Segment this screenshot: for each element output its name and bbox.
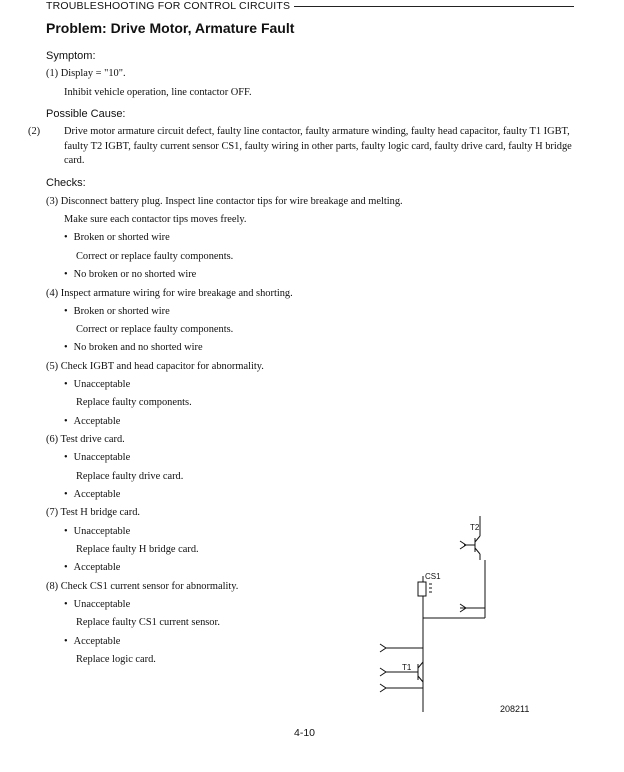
check-4-bullet-1: • Broken or shorted wire — [64, 306, 170, 317]
check-6-bullet-1: • Unacceptable — [64, 452, 130, 463]
check-5-result-1: Replace faulty components. — [76, 397, 192, 408]
t2-label: T2 — [470, 523, 480, 532]
check-6-num: (6) — [46, 434, 59, 445]
t2-emitter-lead — [475, 548, 480, 554]
check-5-bullet-1: • Unacceptable — [64, 379, 130, 390]
check-8-bullet-1: • Unacceptable — [64, 599, 130, 610]
check-5-text-1: Check IGBT and head capacitor for abnormality. — [60, 361, 264, 372]
checks-label: Checks: — [46, 177, 86, 189]
check-6-bullet-2: • Acceptable — [64, 489, 120, 500]
check-7-line-1 — [46, 507, 140, 518]
check-6-text-1: Test drive card. — [60, 434, 125, 445]
t1-label: T1 — [402, 663, 412, 672]
check-5-num: (5) — [46, 361, 59, 372]
check-3-line-1 — [46, 196, 403, 207]
header-rule — [294, 6, 574, 7]
left-input-arrow-3 — [380, 684, 386, 692]
check-8-num: (8) — [46, 581, 59, 592]
t2-collector-lead — [475, 536, 480, 542]
check-4-text-1: Inspect armature wiring for wire breakage and shorting. — [60, 288, 293, 299]
check-8-text-1: Check CS1 current sensor for abnormality. — [60, 581, 239, 592]
t2-gate-arrow — [460, 541, 466, 549]
cause-paragraph — [28, 125, 588, 169]
page-title: Problem: Drive Motor, Armature Fault — [46, 20, 295, 36]
symptom-line-1 — [46, 68, 126, 79]
t1-gate-arrow — [380, 668, 386, 676]
check-3-bullet-1: • Broken or shorted wire — [64, 232, 170, 243]
check-6-result-1: Replace faulty drive card. — [76, 471, 184, 482]
check-5-line-1 — [46, 361, 264, 372]
check-3-line-2: Make sure each contactor tips moves freely. — [64, 214, 247, 225]
page-number: 4-10 — [294, 727, 316, 739]
symptom-label: Symptom: — [46, 50, 96, 62]
check-4-num: (4) — [46, 288, 59, 299]
check-7-text-1: Test H bridge card. — [60, 507, 141, 518]
cs1-sensor-body — [418, 582, 426, 596]
check-8-bullet-2: • Acceptable — [64, 636, 120, 647]
t1-collector-lead — [418, 662, 423, 668]
circuit-diagram — [372, 512, 502, 717]
check-5-bullet-2: • Acceptable — [64, 416, 120, 427]
check-6-line-1 — [46, 434, 125, 445]
check-3-bullet-2: • No broken or no shorted wire — [64, 269, 196, 280]
section-header: TROUBLESHOOTING FOR CONTROL CIRCUITS — [46, 0, 291, 12]
check-4-bullet-2: • No broken and no shorted wire — [64, 342, 203, 353]
check-7-num: (7) — [46, 507, 59, 518]
symptom-line-2: Inhibit vehicle operation, line contactor OFF. — [64, 87, 252, 98]
check-4-result-1: Correct or replace faulty components. — [76, 324, 234, 335]
symptom-text-1: Display = "10". — [60, 68, 126, 79]
check-7-result-1: Replace faulty H bridge card. — [76, 544, 199, 555]
symptom-num: (1) — [46, 68, 59, 79]
left-input-arrow-1 — [380, 644, 386, 652]
check-4-line-1 — [46, 288, 293, 299]
cause-num: (2) — [28, 126, 41, 137]
cause-text: Drive motor armature circuit defect, faulty line contactor, faulty armature winding, faulty head capacitor, faulty T1 IGBT, faulty T2 IGBT, faulty current sensor CS1, faulty wiring in other parts, faulty logic card, faulty drive card, faulty H bridge card. — [64, 126, 572, 167]
check-7-bullet-2: • Acceptable — [64, 562, 120, 573]
check-3-num: (3) — [46, 196, 59, 207]
cause-label: Possible Cause: — [46, 108, 126, 120]
cs1-label: CS1 — [425, 572, 441, 581]
check-3-text-1: Disconnect battery plug. Inspect line contactor tips for wire breakage and melting. — [60, 196, 403, 207]
check-8-line-1 — [46, 581, 238, 592]
check-7-bullet-1: • Unacceptable — [64, 526, 130, 537]
check-3-result-1: Correct or replace faulty components. — [76, 251, 234, 262]
figure-code: 208211 — [500, 704, 530, 714]
t1-emitter-lead — [418, 676, 423, 682]
check-8-result-1: Replace faulty CS1 current sensor. — [76, 617, 220, 628]
check-8-result-2: Replace logic card. — [76, 654, 156, 665]
